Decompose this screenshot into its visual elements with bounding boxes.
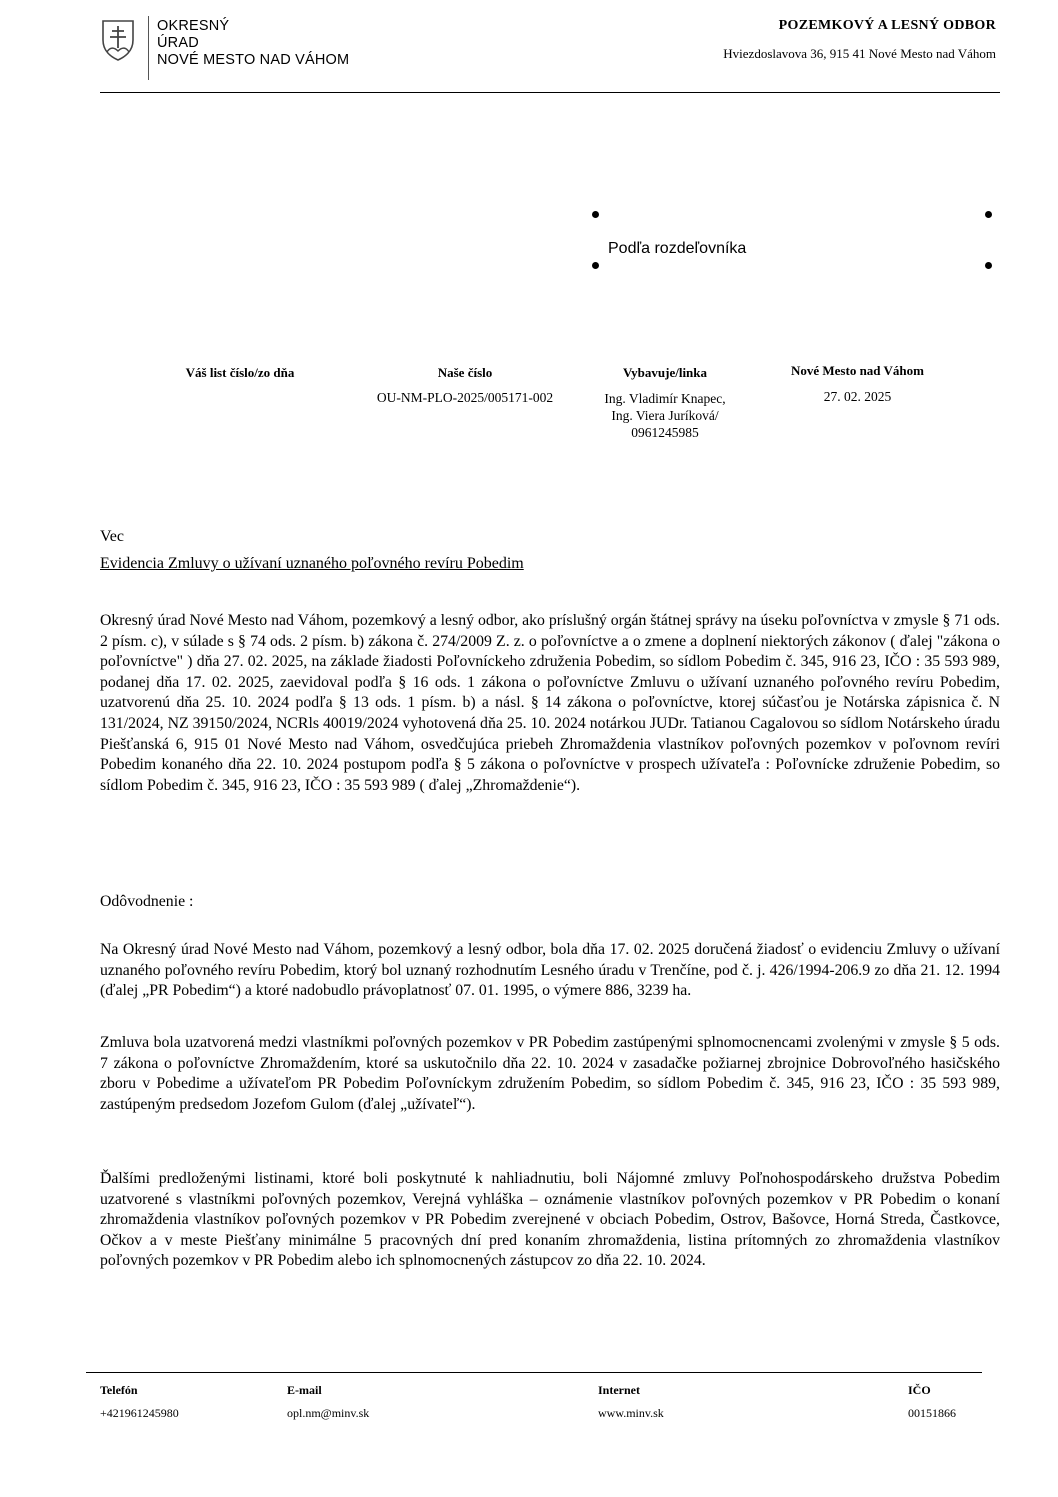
body-paragraph-3: Zmluva bola uzatvorená medzi vlastníkmi poľovných pozemkov v PR Pobedim zastúpenými splnomocnencami zvolenými v zmysle § 5 ods. 7 zákona o poľovníctve Zhromaždením, ktoré sa uskutočnilo dňa 22. 10. 2024 v zasadačke požiarnej zbrojnice Dobrovoľného hasičského zboru v Pobedime a užívateľom PR Pobedim Poľovníckym združením Pobedim, so sídlom Pobedim č. 345, 916 23, IČO : 35 593 989, zastúpeným predsedom Jozefom Gulom (ďalej „užívateľ“). bbox=[100, 1034, 1000, 1113]
header-divider bbox=[100, 92, 1000, 93]
department-address: Hviezdoslavova 36, 915 41 Nové Mesto nad Váhom bbox=[723, 46, 996, 61]
window-corner-mark bbox=[985, 262, 992, 269]
handled-by-line: 0961245985 bbox=[631, 425, 699, 440]
body-paragraph-4: Ďalšími predloženými listinami, ktoré boli poskytnuté k nahliadnutiu, boli Nájomné zmluvy Poľnohospodárskeho družstva Pobedim uzatvorené s vlastníkmi poľovných pozemkov, Verejná vyhláška – oznámenie vlastníkov poľovných pozemkov v PR Pobedim o konaní zhromaždenia vlastníkov poľovných pozemkov v PR Pobedim zverejnené v obciach Pobedim, Ostrov, Bašovce, Horná Streda, Častkovce, Očkov a v meste Piešťany minimálne 5 pracovných dní pred konaním zhromaždenia, listina prítomných zo zhromaždenia vlastníkov poľovných pozemkov v PR Pobedim alebo ich splnomocnených zástupcov zo dňa 22. 10. 2024. bbox=[100, 1170, 1000, 1270]
subject-label: Vec bbox=[100, 528, 124, 545]
department-name: POZEMKOVÝ A LESNÝ ODBOR bbox=[778, 18, 996, 33]
footer-internet[interactable]: www.minv.sk bbox=[598, 1406, 664, 1420]
recipient: Podľa rozdeľovníka bbox=[608, 240, 747, 257]
body-paragraph-1: Okresný úrad Nové Mesto nad Váhom, pozemkový a lesný odbor, ako príslušný orgán štátnej správy na úseku poľovníctva v zmysle § 71 ods. 2 písm. c), v súlade s § 74 ods. 2 písm. b) zákona č. 274/2009 Z. z. o poľovníctve a o zmene a doplnení niektorých zákonov ( ďalej "zákona o poľovníctve" ) dňa 27. 02. 2025, na základe žiadosti Poľovníckeho združenia Pobedim, so sídlom Pobedim č. 345, 916 23, IČO : 35 593 989, podanej dňa 17. 02. 2025, zaevidoval podľa § 16 ods. 1 zákona o poľovníctve Zmluvu o užívaní uznaného poľovného revíru Pobedim, uzatvorenú dňa 25. 10. 2024 podľa § 13 ods. 1 písm. b) a násl. § 14 zákona o poľovníctve, ktorej súčasťou je Notárska zápisnica č. N 131/2024, NZ 39150/2024, NCRls 40019/2024 vyhotovená dňa 25. 10. 2024 notárkou JUDr. Tatianou Cagalovou so sídlom Notárskeho úradu Piešťanská 6, 915 01 Nové Mesto nad Váhom, osvedčujúca priebeh Zhromaždenia vlastníkov poľovných pozemkov v poľovnom revíri Pobedim konaného dňa 22. 10. 2024 postupom podľa § 5 zákona o poľovníctve v prospech užívateľa : Poľovnícke združenie Pobedim, so sídlom Pobedim č. 345, 916 23, IČO : 35 593 989 ( ďalej „Zhromaždenie“). bbox=[100, 612, 1000, 794]
office-name-line: ÚRAD bbox=[157, 35, 199, 51]
logo-separator bbox=[148, 16, 149, 80]
reasoning-heading: Odôvodnenie : bbox=[100, 893, 194, 910]
office-name-line: OKRESNÝ bbox=[157, 18, 230, 34]
body-paragraph-2: Na Okresný úrad Nové Mesto nad Váhom, pozemkový a lesný odbor, bola dňa 17. 02. 2025 doručená žiadosť o evidenciu Zmluvy o užívaní uznaného poľovného revíru Pobedim, ktorý bol uznaný rozhodnutím Lesného úradu v Trenčíne, pod č. j. 426/1994-206.9 zo dňa 21. 12. 1994 (ďalej „PR Pobedim“) a ktoré nadobudlo právoplatnosť 07. 01. 1995, o výmere 886, 3239 ha. bbox=[100, 941, 1000, 1000]
window-corner-mark bbox=[592, 262, 599, 269]
handled-by-line: Ing. Viera Juríková/ bbox=[611, 408, 719, 423]
place-label: Nové Mesto nad Váhom bbox=[790, 363, 924, 378]
office-name bbox=[157, 18, 349, 69]
handled-by bbox=[580, 390, 750, 441]
footer-phone-label: Telefón bbox=[100, 1383, 138, 1397]
slovak-coat-of-arms-icon bbox=[100, 18, 136, 62]
footer-email[interactable]: opl.nm@minv.sk bbox=[287, 1406, 370, 1420]
window-corner-mark bbox=[592, 211, 599, 218]
your-letter-label: Váš list číslo/zo dňa bbox=[185, 365, 295, 380]
handled-by-label: Vybavuje/linka bbox=[622, 365, 708, 380]
our-number: OU-NM-PLO-2025/005171-002 bbox=[376, 390, 554, 405]
office-name-line: NOVÉ MESTO NAD VÁHOM bbox=[157, 52, 350, 68]
our-number-label: Naše číslo bbox=[437, 365, 493, 380]
handled-by-line: Ing. Vladimír Knapec, bbox=[604, 391, 726, 406]
letter-date: 27. 02. 2025 bbox=[823, 389, 892, 404]
footer-divider bbox=[86, 1372, 982, 1373]
window-corner-mark bbox=[985, 211, 992, 218]
footer-email-label: E-mail bbox=[287, 1383, 322, 1397]
subject-title: Evidencia Zmluvy o užívaní uznaného poľovného revíru Pobedim bbox=[100, 555, 524, 572]
footer-phone: +421961245980 bbox=[100, 1406, 179, 1420]
footer-internet-label: Internet bbox=[598, 1383, 640, 1397]
footer-ico: 00151866 bbox=[908, 1406, 956, 1420]
footer-ico-label: IČO bbox=[908, 1383, 931, 1397]
